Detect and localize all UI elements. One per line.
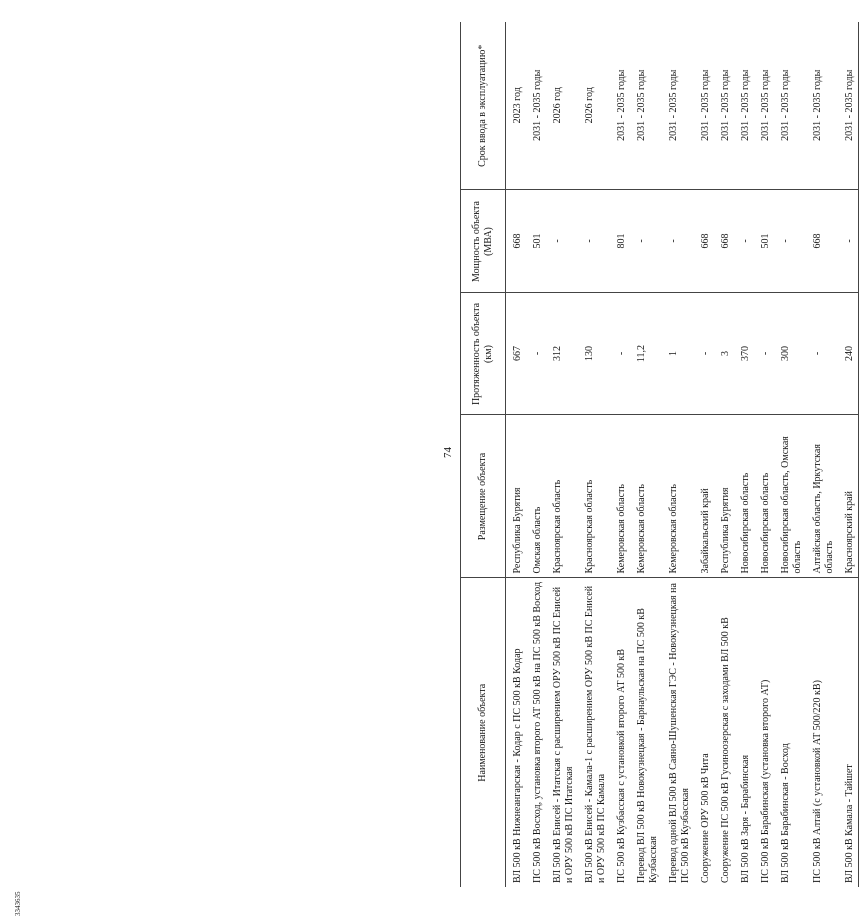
cell-power: 668 (506, 190, 527, 293)
cell-commissioning: 2031 - 2035 годы (740, 69, 751, 141)
table-row (694, 22, 714, 887)
cell-power: - (546, 190, 578, 293)
cell-location: Алтайская область, Иркутская область (806, 415, 838, 578)
cell-location: Новосибирская область (734, 415, 754, 578)
cell-length: 240 (838, 293, 859, 415)
table-row (714, 22, 734, 887)
cell-length: 300 (774, 293, 806, 415)
cell-power: - (630, 190, 662, 293)
cell-name: Перевод ВЛ 500 кВ Новокузнецкая - Барнаульская на ПС 500 кВ Кузбасская (630, 578, 662, 887)
table-row (754, 22, 774, 887)
cell-length: 3 (714, 293, 734, 415)
header-commissioning: Срок ввода в эксплуатацию* (461, 22, 506, 190)
cell-commissioning: 2031 - 2035 годы (844, 69, 855, 141)
cell-length: 370 (734, 293, 754, 415)
cell-name: ВЛ 500 кВ Нижнеангарская - Кодар с ПС 500 кВ Кодар (506, 578, 527, 887)
header-location: Размещение объекта (461, 415, 506, 578)
cell-commissioning: 2031 - 2035 годы (532, 69, 543, 141)
cell-power: 501 (526, 190, 546, 293)
cell-power: 668 (806, 190, 838, 293)
cell-length: - (526, 293, 546, 415)
cell-length: - (806, 293, 838, 415)
header-length: Протяженность объекта (км) (461, 293, 506, 415)
cell-length: - (610, 293, 630, 415)
cell-name: ВЛ 500 кВ Заря - Барабинская (734, 578, 754, 887)
table-row (630, 22, 662, 887)
table-row (546, 22, 578, 887)
cell-commissioning: 2031 - 2035 годы (700, 69, 711, 141)
cell-power: - (578, 190, 610, 293)
table-row (506, 22, 527, 887)
page-number: 74 (442, 447, 454, 458)
table-row (838, 22, 859, 887)
cell-commissioning: 2031 - 2035 годы (616, 69, 627, 141)
cell-location: Кемеровская область (630, 415, 662, 578)
cell-name: ВЛ 500 кВ Барабинская - Восход (774, 578, 806, 887)
cell-name: Сооружение ОРУ 500 кВ Чита (694, 578, 714, 887)
cell-name: ВЛ 500 кВ Камала - Тайшет (838, 578, 859, 887)
cell-length: 667 (506, 293, 527, 415)
cell-power: - (734, 190, 754, 293)
cell-name: ВЛ 500 кВ Енисей - Итатская с расширением ОРУ 500 кВ ПС Енисей и ОРУ 500 кВ ПС Итатская (546, 578, 578, 887)
header-name: Наименование объекта (461, 578, 506, 887)
header-power: Мощность объекта (МВА) (461, 190, 506, 293)
cell-location: Забайкальский край (694, 415, 714, 578)
cell-length: 11,2 (630, 293, 662, 415)
table-row (610, 22, 630, 887)
cell-commissioning: 2031 - 2035 годы (636, 69, 647, 141)
cell-name: Сооружение ПС 500 кВ Гусиноозерская с заходами ВЛ 500 кВ (714, 578, 734, 887)
cell-power: 501 (754, 190, 774, 293)
cell-power: - (774, 190, 806, 293)
cell-commissioning: 2031 - 2035 годы (780, 69, 791, 141)
table-header-row (461, 22, 506, 887)
cell-location: Республика Бурятия (506, 415, 527, 578)
table-row (526, 22, 546, 887)
cell-location: Кемеровская область (662, 415, 694, 578)
cell-commissioning: 2026 год (552, 87, 563, 124)
cell-location: Новосибирская область, Омская область (774, 415, 806, 578)
cell-commissioning: 2031 - 2035 годы (812, 69, 823, 141)
cell-name: Перевод одной ВЛ 500 кВ Саяно-Шушенская ГЭС - Новокузнецкая на ПС 500 кВ Кузбасская (662, 578, 694, 887)
cell-commissioning: 2031 - 2035 годы (760, 69, 771, 141)
cell-length: 312 (546, 293, 578, 415)
cell-power: 668 (714, 190, 734, 293)
cell-location: Красноярская область (578, 415, 610, 578)
cell-length: 130 (578, 293, 610, 415)
cell-length: 1 (662, 293, 694, 415)
cell-commissioning: 2023 год (512, 87, 523, 124)
cell-power: 668 (694, 190, 714, 293)
cell-location: Республика Бурятия (714, 415, 734, 578)
cell-location: Новосибирская область (754, 415, 774, 578)
cell-name: ПС 500 кВ Кузбасская с установкой второго АТ 500 кВ (610, 578, 630, 887)
cell-power: - (838, 190, 859, 293)
cell-commissioning: 2026 год (584, 87, 595, 124)
cell-name: ПС 500 кВ Барабинская (установка второго АТ) (754, 578, 774, 887)
cell-name: ВЛ 500 кВ Енисей - Камала-1 с расширением ОРУ 500 кВ ПС Енисей и ОРУ 500 кВ ПС Камала (578, 578, 610, 887)
cell-commissioning: 2031 - 2035 годы (668, 69, 679, 141)
table-row (578, 22, 610, 887)
cell-name: ПС 500 кВ Восход, установка второго АТ 500 кВ на ПС 500 кВ Восход (526, 578, 546, 887)
cell-location: Красноярский край (838, 415, 859, 578)
cell-power: 801 (610, 190, 630, 293)
cell-name: ПС 500 кВ Алтай (с установкой АТ 500/220 кВ) (806, 578, 838, 887)
cell-location: Кемеровская область (610, 415, 630, 578)
cell-length: - (754, 293, 774, 415)
table-row (806, 22, 838, 887)
cell-commissioning: 2031 - 2035 годы (720, 69, 731, 141)
table-row (734, 22, 754, 887)
cell-location: Омская область (526, 415, 546, 578)
cell-length: - (694, 293, 714, 415)
cell-location: Красноярская область (546, 415, 578, 578)
objects-table (460, 22, 859, 887)
cell-power: - (662, 190, 694, 293)
table-row (662, 22, 694, 887)
document-code: 3343635 (14, 891, 22, 916)
table-row (774, 22, 806, 887)
